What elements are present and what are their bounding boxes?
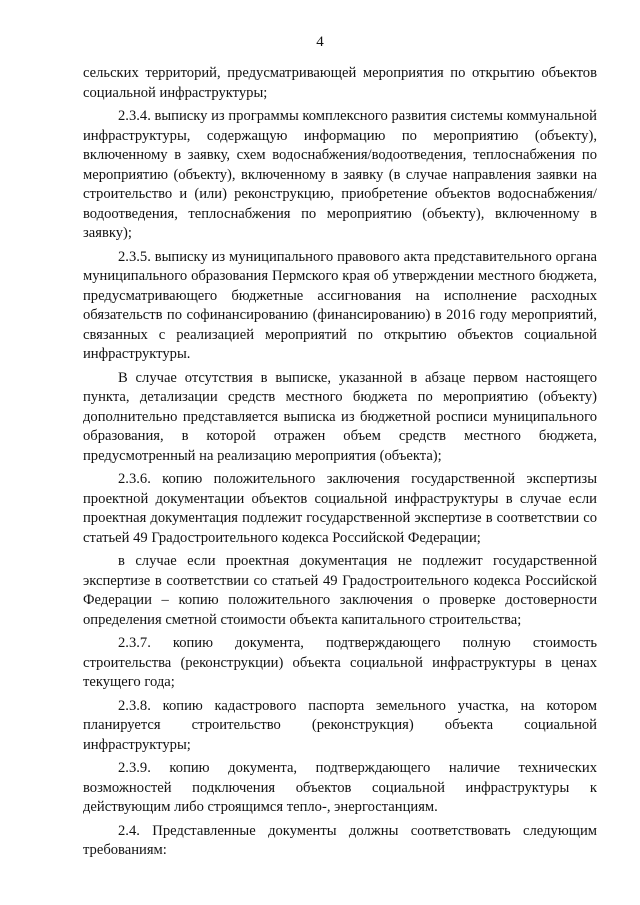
paragraph-2-3-7: 2.3.7. копию документа, подтверждающего полную стоимость строительства (реконструкции) объекта социальной инфраструктуры в ценах текущего года; — [83, 635, 597, 690]
page-number: 4 — [316, 34, 324, 50]
paragraph-2-3-6: 2.3.6. копию положительного заключения государственной экспертизы проектной документации объектов социальной инфраструктуры в случае если проектная документация подлежит государственной экспертизе в соответствии со статьей 49 Градостроительного кодекса Российской Федерации; — [83, 471, 597, 546]
paragraph-2-3-5: 2.3.5. выписку из муниципального правового акта представительного органа муниципального образования Пермского края об утверждении местного бюджета, предусматривающего бюджетные ассигнования на исполнение расходных обязательств по софинансированию (финансированию) в 2016 году мероприятий, связанных с реализацией мероприятий по открытию объектов социальной инфраструктуры. — [83, 248, 597, 362]
paragraph-2-4: 2.4. Представленные документы должны соответствовать следующим требованиям: — [83, 822, 597, 858]
paragraph-absence-case: В случае отсутствия в выписке, указанной в абзаце первом настоящего пункта, детализации средств местного бюджета по мероприятию (объекту) дополнительно представляется выписка из бюджетной росписи муниципального образования, в которой отражен объем средств местного бюджета, предусмотренный на реализацию мероприятия (объекта); — [83, 369, 597, 464]
paragraph-no-expertise-case: в случае если проектная документация не подлежит государственной экспертизе в соответствии со статьей 49 Градостроительного кодекса Российской Федерации – копию положительного заключения о проверке достоверности определения сметной стоимости объекта капитального строительства; — [83, 553, 597, 628]
document-body — [83, 64, 597, 865]
paragraph-2-3-9: 2.3.9. копию документа, подтверждающего наличие технических возможностей подключения объектов социальной инфраструктуры к действующим либо строящимся тепло-, энергостанциям. — [83, 760, 597, 815]
paragraph-2-3-4: 2.3.4. выписку из программы комплексного развития системы коммунальной инфраструктуры, содержащую информацию по мероприятию (объекту), включенному в заявку, схем водоснабжения/водоотведения, теплоснабжения по мероприятию (объекту), включенному в заявку (в случае направления заявки на строительство и (или) реконструкцию, приобретение объектов водоснабжения/водоотведения, теплоснабжения по мероприятию (объекту), включенному в заявку); — [83, 108, 597, 241]
paragraph-2-3-8: 2.3.8. копию кадастрового паспорта земельного участка, на котором планируется строительство (реконструкция) объекта социальной инфраструктуры; — [83, 697, 597, 753]
paragraph-continuation: сельских территорий, предусматривающей мероприятия по открытию объектов социальной инфраструктуры; — [83, 65, 597, 101]
